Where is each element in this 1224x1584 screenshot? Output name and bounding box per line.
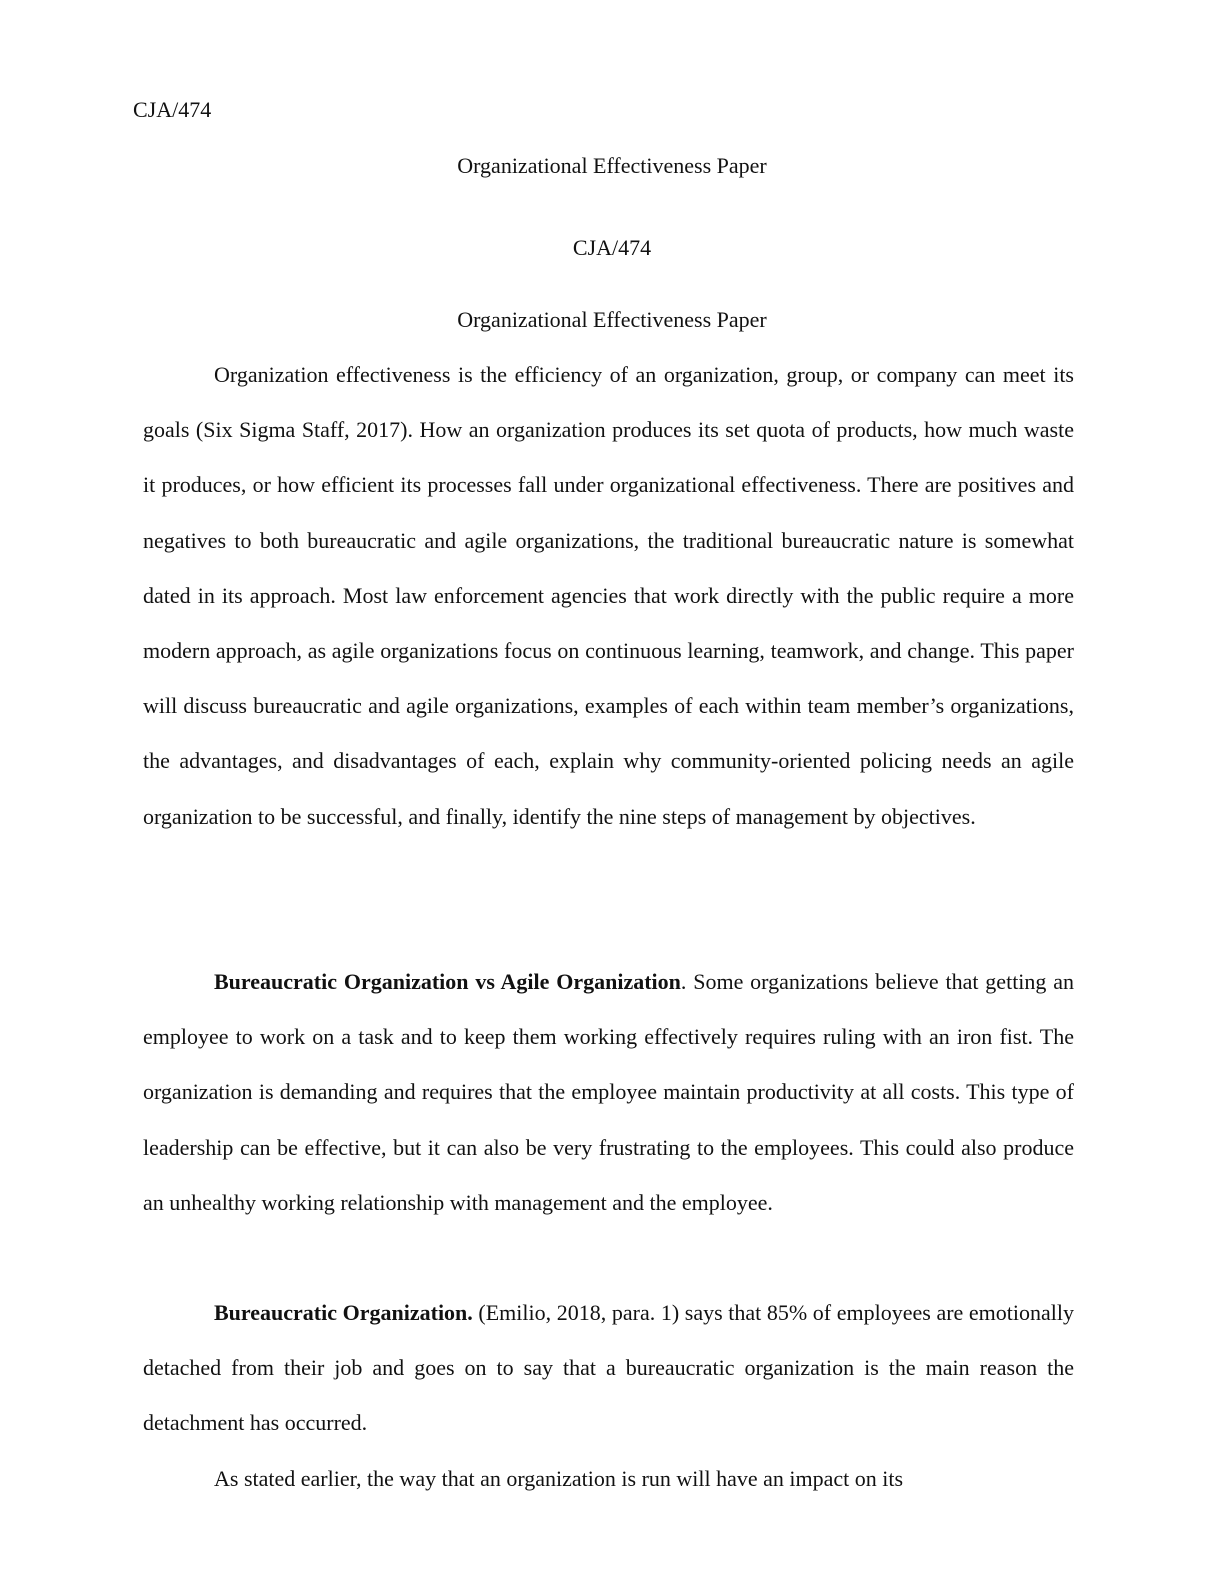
paper-title-repeat: Organizational Effectiveness Paper xyxy=(457,307,767,332)
section-heading-bureaucratic-organization: Bureaucratic Organization. xyxy=(214,1300,473,1325)
section-heading-bureaucratic-vs-agile: Bureaucratic Organization vs Agile Organization xyxy=(214,969,681,994)
section-bureaucratic-organization xyxy=(143,1285,1074,1451)
course-code: CJA/474 xyxy=(572,235,652,260)
section-bureaucratic-vs-agile xyxy=(143,954,1074,1230)
paper-title: Organizational Effectiveness Paper xyxy=(457,153,767,178)
intro-paragraph: Organization effectiveness is the efficiency of an organization, group, or company can meet its goals (Six Sigma Staff, 2017). How an organization produces its set quota of products, how much waste it produces, or how efficient its processes fall under organizational effectiveness. There are positives and negatives to both bureaucratic and agile organizations, the traditional bureaucratic nature is somewhat dated in its approach. Most law enforcement agencies that work directly with the public require a more modern approach, as agile organizations focus on continuous learning, teamwork, and change. This paper will discuss bureaucratic and agile organizations, examples of each within team member’s organizations, the advantages, and disadvantages of each, explain why community-oriented policing needs an agile organization to be successful, and finally, identify the nine steps of management by objectives. xyxy=(143,362,1074,829)
section-text-bureaucratic-vs-agile: . Some organizations believe that getting an employee to work on a task and to keep them working effectively requires ruling with an iron fist. The organization is demanding and requires that the employee maintain productivity at all costs. This type of leadership can be effective, but it can also be very frustrating to the employees. This could also produce an unhealthy working relationship with management and the employee. xyxy=(143,969,1075,1215)
section-text-bureaucratic-organization: (Emilio, 2018, para. 1) says that 85% of employees are emotionally detached from their job and goes on to say that a bureaucratic organization is the main reason the detachment has occurred. xyxy=(143,1300,1075,1436)
continuation-paragraph: As stated earlier, the way that an organization is run will have an impact on its xyxy=(214,1466,904,1491)
running-head: CJA/474 xyxy=(133,97,212,122)
